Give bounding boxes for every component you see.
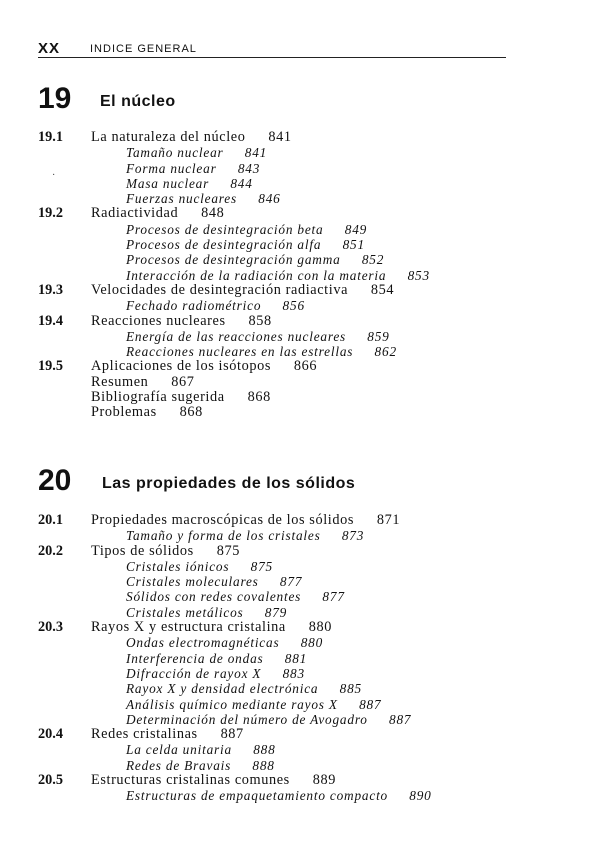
entry-page: 885 <box>339 681 362 697</box>
chapter-title: El núcleo <box>100 93 176 110</box>
entry-title: Masa nuclear <box>126 175 210 191</box>
toc-subentry <box>0 605 600 620</box>
toc-subentry <box>0 758 600 773</box>
entry-text <box>91 390 271 405</box>
entry-page: 888 <box>252 757 275 773</box>
entry-text <box>91 620 332 635</box>
entry-page: 875 <box>216 542 240 559</box>
entry-text <box>126 574 302 589</box>
toc-entry <box>0 283 600 298</box>
entry-page: 843 <box>237 160 261 176</box>
entry-page: 879 <box>264 604 288 620</box>
toc-subentry <box>0 191 600 206</box>
entry-title: Interferencia de ondas <box>126 650 264 666</box>
toc-subentry <box>0 589 600 604</box>
toc-entry <box>0 375 600 390</box>
entry-page: 881 <box>284 650 308 666</box>
entry-text <box>126 681 362 696</box>
toc-subentry <box>0 268 600 283</box>
toc-entry <box>0 773 600 788</box>
entry-title: Aplicaciones de los isótopos <box>91 358 271 375</box>
toc-subentry <box>0 651 600 666</box>
entry-text <box>126 237 365 252</box>
toc-entry <box>0 206 600 221</box>
entry-page: 868 <box>247 389 271 406</box>
entry-text <box>126 329 390 344</box>
entry-text <box>126 145 267 160</box>
entry-title: Estructuras de empaquetamiento compacto <box>126 788 389 804</box>
section-number: 19.4 <box>38 312 64 329</box>
entry-text <box>126 559 273 574</box>
toc-subentry <box>0 559 600 574</box>
entry-page: 873 <box>341 528 365 544</box>
entry-text <box>91 375 195 390</box>
entry-page: 871 <box>376 512 401 528</box>
entry-title: Fuerzas nucleares <box>126 191 237 207</box>
entry-title: Fechado radiométrico <box>126 298 262 314</box>
section-number: 20.1 <box>38 512 64 528</box>
entry-page: 877 <box>322 589 345 605</box>
entry-text <box>126 298 305 313</box>
entry-text <box>91 314 272 329</box>
entry-title: Problemas <box>91 404 157 421</box>
entry-title: Redes de Bravais <box>126 757 232 773</box>
section-number: 19.1 <box>38 129 64 145</box>
entry-page: 868 <box>179 404 203 421</box>
entry-text <box>91 544 240 559</box>
print-speck: · <box>52 170 56 181</box>
entry-text <box>126 651 307 666</box>
entry-text <box>91 405 203 420</box>
entry-text <box>91 283 394 298</box>
page-number: XX <box>38 40 61 57</box>
entry-title: Rayos X y estructura cristalina <box>91 619 286 636</box>
entry-title: Reacciones nucleares en las estrellas <box>126 344 354 360</box>
entry-title: Determinación del número de Avogadro <box>126 711 368 727</box>
entry-page: 858 <box>248 312 272 329</box>
entry-page: 853 <box>407 267 430 283</box>
chapter-19-entries <box>0 130 600 421</box>
toc-subentry <box>0 161 600 176</box>
entry-text <box>126 605 287 620</box>
entry-text <box>126 742 276 757</box>
toc-entry <box>0 359 600 374</box>
entry-page: 880 <box>300 635 324 651</box>
toc-subentry <box>0 222 600 237</box>
entry-page: 887 <box>220 726 244 743</box>
section-number: 19.2 <box>38 205 64 222</box>
entry-page: 846 <box>258 191 281 207</box>
entry-text <box>91 206 224 221</box>
entry-title: Tamaño y forma de los cristales <box>126 528 321 544</box>
entry-title: Difracción de rayox X <box>126 665 262 681</box>
entry-title: Tipos de sólidos <box>91 542 194 559</box>
entry-page: 854 <box>370 281 395 298</box>
entry-title: Propiedades macroscópicas de los sólidos <box>91 512 355 528</box>
toc-subentry <box>0 145 600 160</box>
entry-page: 841 <box>244 145 268 161</box>
entry-page: 844 <box>230 175 253 191</box>
toc-entry <box>0 727 600 742</box>
chapter-20-entries <box>0 513 600 804</box>
entry-text <box>126 161 260 176</box>
entry-text <box>126 697 381 712</box>
header-title: INDICE GENERAL <box>90 43 197 55</box>
entry-page: 887 <box>389 711 412 727</box>
toc-subentry <box>0 344 600 359</box>
entry-title: Bibliografía sugerida <box>91 389 225 406</box>
entry-title: Cristales metálicos <box>126 604 244 620</box>
entry-title: Cristales iónicos <box>126 558 230 574</box>
entry-title: La naturaleza del núcleo <box>91 129 246 145</box>
toc-subentry <box>0 697 600 712</box>
toc-subentry <box>0 712 600 727</box>
entry-title: Radiactividad <box>91 205 179 222</box>
entry-text <box>126 176 253 191</box>
entry-text <box>126 191 281 206</box>
running-header <box>38 40 506 58</box>
entry-page: 880 <box>308 619 332 636</box>
entry-title: Sólidos con redes covalentes <box>126 589 302 605</box>
entry-title: Análisis químico mediante rayos X <box>126 696 338 712</box>
entry-title: La celda unitaria <box>126 742 232 758</box>
entry-text <box>126 635 323 650</box>
entry-title: Procesos de desintegración alfa <box>126 237 322 253</box>
toc-subentry <box>0 574 600 589</box>
chapter-number: 19 <box>38 82 72 115</box>
entry-text <box>91 359 317 374</box>
entry-text <box>126 666 305 681</box>
entry-title: Energía de las reacciones nucleares <box>126 328 347 344</box>
entry-text <box>91 513 400 528</box>
toc-entry <box>0 390 600 405</box>
chapter-number: 20 <box>38 464 72 497</box>
entry-text <box>126 268 430 283</box>
entry-title: Estructuras cristalinas comunes <box>91 772 290 789</box>
toc-entry <box>0 513 600 528</box>
section-number: 20.3 <box>38 619 64 636</box>
entry-title: Tamaño nuclear <box>126 145 224 161</box>
toc-subentry <box>0 237 600 252</box>
chapter-title: Las propiedades de los sólidos <box>102 475 356 492</box>
entry-text <box>91 130 292 145</box>
section-number: 19.3 <box>38 281 64 298</box>
entry-title: Redes cristalinas <box>91 726 198 743</box>
entry-page: 887 <box>359 696 382 712</box>
entry-text <box>126 788 432 803</box>
toc-subentry <box>0 176 600 191</box>
entry-title: Procesos de desintegración beta <box>126 221 324 237</box>
entry-page: 859 <box>367 328 390 344</box>
entry-page: 875 <box>250 558 273 574</box>
entry-page: 889 <box>312 772 336 789</box>
entry-page: 890 <box>409 788 432 804</box>
entry-page: 841 <box>268 129 292 145</box>
entry-page: 866 <box>293 358 318 375</box>
entry-title: Cristales moleculares <box>126 574 259 590</box>
toc-subentry <box>0 528 600 543</box>
toc-entry <box>0 544 600 559</box>
entry-text <box>126 712 411 727</box>
entry-page: 883 <box>282 665 305 681</box>
entry-text <box>126 222 367 237</box>
entry-page: 848 <box>201 205 225 222</box>
entry-page: 877 <box>279 574 303 590</box>
entry-text <box>126 589 345 604</box>
toc-subentry <box>0 666 600 681</box>
section-number: 20.4 <box>38 726 64 743</box>
toc-entry <box>0 405 600 420</box>
toc-subentry <box>0 635 600 650</box>
section-number: 19.5 <box>38 358 64 375</box>
entry-page: 856 <box>282 298 305 314</box>
entry-title: Ondas electromagnéticas <box>126 635 280 651</box>
entry-page: 862 <box>374 344 397 360</box>
toc-subentry <box>0 329 600 344</box>
entry-page: 849 <box>344 221 368 237</box>
toc-entry <box>0 130 600 145</box>
toc-entry <box>0 314 600 329</box>
entry-title: Interacción de la radiación con la materia <box>126 267 387 283</box>
entry-title: Rayox X y densidad electrónica <box>126 681 319 697</box>
entry-page: 888 <box>253 742 276 758</box>
entry-text <box>91 727 244 742</box>
entry-text <box>126 252 384 267</box>
toc-subentry <box>0 298 600 313</box>
toc-subentry <box>0 742 600 757</box>
entry-page: 852 <box>361 252 385 268</box>
entry-text <box>126 528 364 543</box>
entry-text <box>91 773 336 788</box>
entry-page: 851 <box>342 237 365 253</box>
entry-text <box>126 758 275 773</box>
toc-subentry <box>0 252 600 267</box>
entry-title: Reacciones nucleares <box>91 312 226 329</box>
entry-title: Forma nuclear <box>126 160 217 176</box>
toc-subentry <box>0 681 600 696</box>
entry-page: 867 <box>171 373 195 390</box>
section-number: 20.2 <box>38 542 64 559</box>
toc-subentry <box>0 788 600 803</box>
toc-entry <box>0 620 600 635</box>
section-number: 20.5 <box>38 772 64 789</box>
entry-title: Procesos de desintegración gamma <box>126 252 341 268</box>
entry-title: Resumen <box>91 373 149 390</box>
entry-title: Velocidades de desintegración radiactiva <box>91 281 349 298</box>
entry-text <box>126 344 397 359</box>
